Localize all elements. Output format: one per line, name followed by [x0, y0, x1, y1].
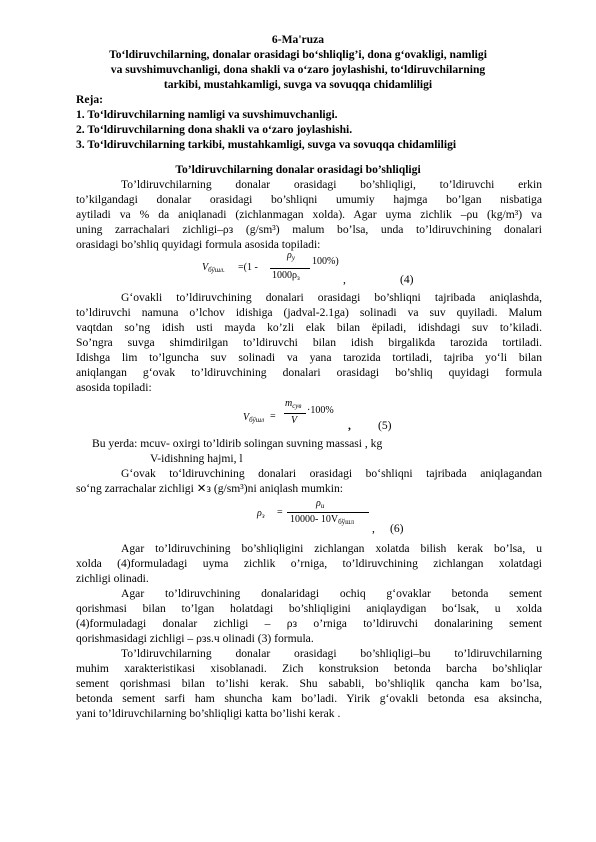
plan-item: 2. To‘ldiruvchilarning dona shakli va o‘zaro joylashishi. [76, 123, 353, 136]
paragraph-line: uning zarrachalari zichligi–ρз (g/sm³) malum bo’lsa, unda to’ldiruvchining donalari [76, 223, 542, 236]
subtitle-line: va suvshimuvchanligi, dona shakli va o‘zaro joylashishi, to‘ldiruvchilarning [110, 63, 486, 76]
paragraph-line: so‘ng zarrachalar zichligi ✕з (g/sm³)ni aniqlash mumkin: [76, 482, 343, 495]
paragraph-line: sement qorishmasi bilan to’lishi kerak. Shu sababli, bo’shliqlik qancha kam bo’lsa, [76, 677, 542, 690]
paragraph-line: Agar to’ldiruvchining donalaridagi ochiq g‘ovaklar betonda sement [121, 587, 542, 600]
subtitle-line: To‘ldiruvchilarning, donalar orasidagi bo‘shliqlig’i, dona g‘ovakligi, namligi [109, 48, 487, 61]
paragraph-line: Agar to’ldiruvchining bo’shliqligini zichlangan xolatda bilish kerak bo’lsa, u [121, 542, 542, 555]
paragraph-line: orasidagi bo’shliq quyidagi formula asosida topiladi: [76, 238, 321, 251]
plan-item: 3. To‘ldiruvchilarning tarkibi, mustahkamligi, suvga va sovuqqa chidamliligi [76, 138, 457, 151]
paragraph-line: G‘ovakli to’ldiruvchining donalari orasidagi bo’shliqni tajribada aniqlashda, [121, 291, 542, 304]
document-page: 6-Ma'ruza To‘ldiruvchilarning, donalar orasidagi bo‘shliqlig’i, dona g‘ovakligi, namligi va suvshimuvchanligi, dona shakli va o‘zaro joylashishi, to‘ldiruvchilarning tarkibi, mustahkamligi, suvga va sovuqqa chidamliligi Reja: 1. To‘ldiruvchilarning namligi va suvshimuvchanligi. 2. To‘ldiruvchilarning dona shakli va o‘zaro joylashishi. 3. To‘ldiruvchilarning tarkibi, mustahkamligi, suvga va sovuqqa chidamliligi To’ldiruvchilarning donalar orasidagi bo’shliqligi To’ldiruvchilarning donalar orasidagi bo’shliqligi, to’ldiruvchi erkin to’kilgandagi donalar orasidagi bo’shliqni umumiy hajmga bo’lgan nisbatiga aytiladi va % da aniqlanadi (zichlanmagan xolda). Agar uyma zichlik –ρu (kg/m³) va uning zarrachalari zichligi–ρз (g/sm³) malum bo’lsa, unda to’ldiruvchining donalari orasidagi bo’shliq quyidagi formula asosida topiladi: $V_{бўшл.}$ =(1 - $\rho_у$ 100%) $1000\rho_з$ , (4) G‘ovakli to’ldiruvchining donalari orasidagi bo’shliqni tajribada aniqlashda, to’ldiruvchi namuna o’lchov idishiga (jadval-2.1ga) solinadi va suv quyiladi. Malum vaqtdan so’ng idish usti mayda ko’zli elak bilan ёpiladi, idishdagi suv to’kiladi. So’ngra suvga shimdirilgan to’ldiruvchi bilan idish birgalikda tarozida tortiladi. Idishga lim to’lguncha suv solinadi va yana tarozida tortiladi, tajriba yo‘li bilan aniqlangan g‘ovak to’ldiruvchining donalari orasidagi bo’shliq quyidagi formula asosida topiladi: $V_{бўшл}$ = $m_{сув}$ V ·100% , (5) Bu yerda: mсuv- oxirgi to’ldirib solingan suvning massasi , kg V-idishning hajmi, l G‘ovak to‘ldiruvchining donalari orasidagi bo‘shliqni tajribada aniqlagandan so‘ng zarrachalar zichligi ✕з (g/sm³)ni aniqlash mumkin: $\rho_з$ = $\rho_и$ 10000- $10V_{бўшл}$ , (6) Agar to’ldiruvchining bo’shliqligini zichlangan xolatda bilish kerak bo’lsa, u xolda (4)formuladagi uyma zichlik o’rniga, to’ldiruvchining zichlangan xolatdagi zichligi olinadi. Agar to’ldiruvchining donalaridagi ochiq g‘ovaklar betonda sement qorishmasi bilan to’lgan holatdagi bo’shliqligini aniqlaydigan bo‘lsak, u xolda (4)formuladagi donalar zichligi – ρз o’rniga to’ldiruvchi donalarining sement qorishmasidagi zichligi – ρзs.ч olinadi (3) formula. To’ldiruvchilarning donalar orasidagi bo’shliqligi–bu to’ldiruvchilarning muhim xarakteristikasi xisoblanadi. Zich konstruksion betonda barcha bo’shliqlar sement qorishmasi bilan to’lishi kerak. Shu sababli, bo’shliqlik qancha kam bo’lsa, betonda sement sarfi ham shuncha kam bo’ladi. Yirik g‘ovakli betonda esa aksincha, yani to’ldiruvchilarning bo’shliqligi katta bo’lishi kerak . [0, 0, 596, 842]
paragraph-line: vaqtdan so’ng idish usti mayda ko’zli elak bilan ёpiladi, idishdagi suv to’kiladi. [76, 321, 542, 334]
where-line: V-idishning hajmi, l [150, 452, 243, 465]
paragraph-line: xolda (4)formuladagi uyma zichlik o’rniga, to’ldiruvchining zichlangan xolatdagi [76, 557, 542, 570]
paragraph-line: qorishmasidagi zichligi – ρзs.ч olinadi (3) formula. [76, 632, 314, 645]
paragraph-line: Idishga lim to’lguncha suv solinadi va yana tarozida tortiladi, tajriba yo‘li bilan [76, 351, 542, 364]
paragraph-line: To’ldiruvchilarning donalar orasidagi bo’shliqligi–bu to’ldiruvchilarning [121, 647, 542, 660]
paragraph-line: asosida topiladi: [76, 381, 152, 394]
lecture-title: 6-Ma'ruza [271, 33, 325, 46]
paragraph-line: to’kilgandagi donalar orasidagi bo’shliqni umumiy hajmga bo’lgan nisbatiga [76, 193, 542, 206]
section-heading: To’ldiruvchilarning donalar orasidagi bo’shliqligi [175, 163, 421, 176]
paragraph-line: To’ldiruvchilarning donalar orasidagi bo’shliqligi, to’ldiruvchi erkin [121, 178, 542, 191]
paragraph-line: to’ldiruvchi namuna o’lchov idishiga (jadval-2.1ga) solinadi va suv quyiladi. Malum [76, 306, 542, 319]
paragraph-line: qorishmasi bilan to’lgan holatdagi bo’shliqligini aniqlaydigan bo‘lsak, u xolda [76, 602, 542, 615]
paragraph-line: aniqlangan g‘ovak to’ldiruvchining donalari orasidagi bo’shliq quyidagi formula [76, 366, 542, 379]
plan-item: 1. To‘ldiruvchilarning namligi va suvshimuvchanligi. [76, 108, 338, 121]
paragraph-line: betonda sement sarfi ham shuncha kam bo’ladi. Yirik g‘ovakli betonda esa aksincha, [76, 692, 542, 705]
paragraph-line: muhim xarakteristikasi xisoblanadi. Zich konstruksion betonda barcha bo’shliqlar [76, 662, 542, 675]
paragraph-line: So’ngra suvga shimdirilgan to’ldiruvchi bilan idish birgalikda tarozida tortiladi. [76, 336, 542, 349]
paragraph-line: G‘ovak to‘ldiruvchining donalari orasidagi bo‘shliqni tajribada aniqlagandan [121, 467, 542, 480]
where-line: Bu yerda: mсuv- oxirgi to’ldirib solingan suvning massasi , kg [92, 437, 383, 450]
paragraph-line: zichligi olinadi. [76, 572, 149, 585]
plan-heading: Reja: [76, 93, 104, 106]
paragraph-line: aytiladi va % da aniqlanadi (zichlanmagan xolda). Agar uyma zichlik –ρu (kg/m³) va [76, 208, 542, 221]
paragraph-line: (4)formuladagi donalar zichligi – ρз o’rniga to’ldiruvchi donalarining sement [76, 617, 542, 630]
paragraph-line: yani to’ldiruvchilarning bo’shliqligi katta bo’lishi kerak . [76, 707, 341, 720]
subtitle-line: tarkibi, mustahkamligi, suvga va sovuqqa chidamliligi [163, 78, 433, 91]
